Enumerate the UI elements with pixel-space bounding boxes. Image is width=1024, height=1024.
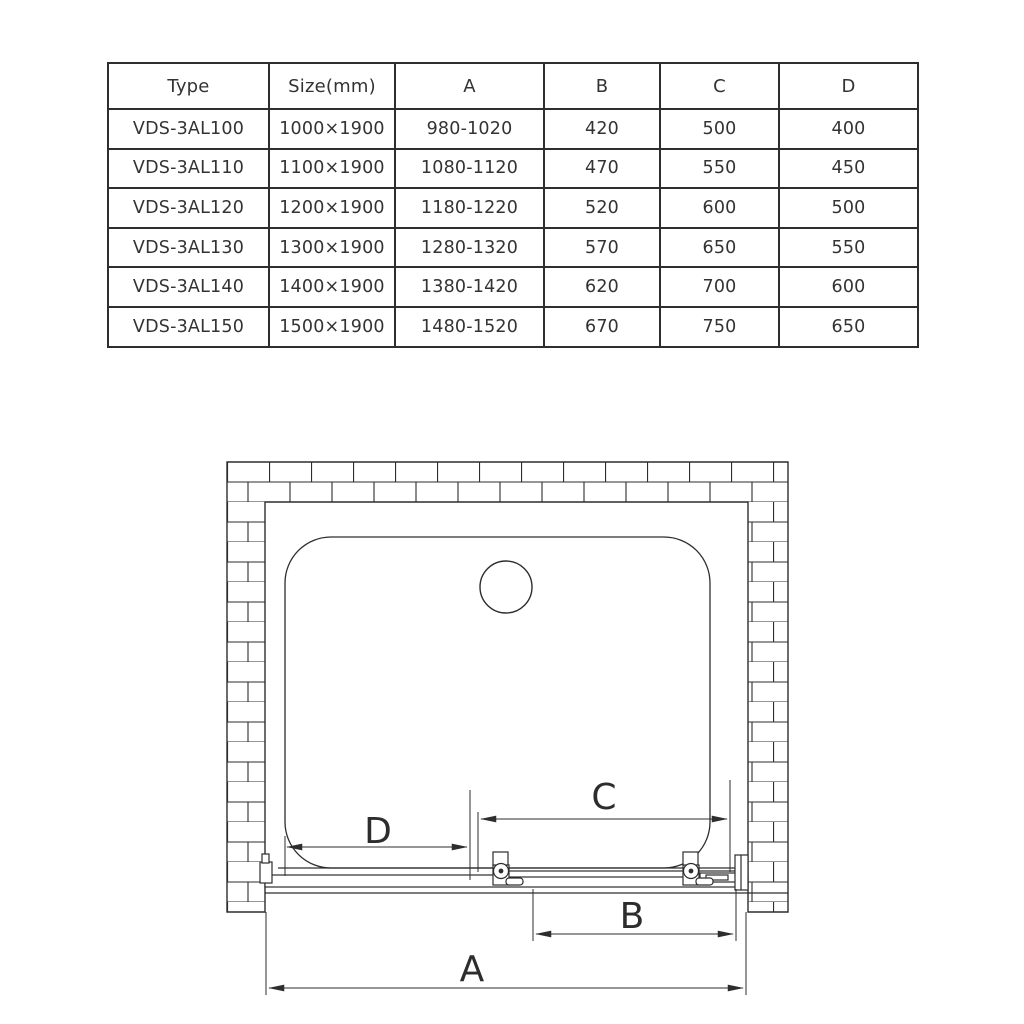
table-cell: 1080-1120 — [395, 149, 544, 189]
table-row — [108, 188, 918, 228]
dimension-d — [287, 811, 467, 852]
table-cell: 1300×1900 — [269, 228, 395, 268]
table-cell: VDS-3AL110 — [108, 149, 269, 189]
table-row — [108, 307, 918, 347]
table-cell: 670 — [544, 307, 660, 347]
table-cell: 1400×1900 — [269, 267, 395, 307]
wall-profile-right — [735, 855, 748, 890]
table-cell: 500 — [779, 188, 918, 228]
dimension-label-b: B — [619, 896, 645, 937]
table-cell: 420 — [544, 109, 660, 149]
dimension-label-d: D — [364, 811, 392, 852]
table-cell: 1280-1320 — [395, 228, 544, 268]
table-cell: 1100×1900 — [269, 149, 395, 189]
table-cell: 1180-1220 — [395, 188, 544, 228]
table-cell: 750 — [660, 307, 779, 347]
drain-circle — [480, 561, 532, 613]
table-row — [108, 267, 918, 307]
table-cell: 1200×1900 — [269, 188, 395, 228]
table-cell: 1500×1900 — [269, 307, 395, 347]
table-cell: 520 — [544, 188, 660, 228]
table-row — [108, 228, 918, 268]
header-type: Type — [108, 63, 269, 109]
header-d: D — [779, 63, 918, 109]
wall-profile-left — [260, 854, 272, 883]
dimension-b — [536, 896, 733, 937]
header-b: B — [544, 63, 660, 109]
table-row — [108, 109, 918, 149]
table-cell: 450 — [779, 149, 918, 189]
table-cell: VDS-3AL100 — [108, 109, 269, 149]
door-assembly — [260, 852, 788, 893]
table-cell: VDS-3AL120 — [108, 188, 269, 228]
technical-drawing — [0, 435, 1024, 1024]
table-cell: 570 — [544, 228, 660, 268]
table-cell: VDS-3AL150 — [108, 307, 269, 347]
table-cell: 1480-1520 — [395, 307, 544, 347]
table-cell: 980-1020 — [395, 109, 544, 149]
table-cell: 650 — [779, 307, 918, 347]
table-cell: VDS-3AL140 — [108, 267, 269, 307]
table-cell: 550 — [779, 228, 918, 268]
table-cell: 600 — [660, 188, 779, 228]
table-cell: 700 — [660, 267, 779, 307]
header-size: Size(mm) — [269, 63, 395, 109]
header-a: A — [395, 63, 544, 109]
spec-table — [107, 62, 919, 348]
dimension-label-a: A — [459, 949, 485, 990]
dimension-label-c: C — [591, 777, 617, 818]
table-row — [108, 149, 918, 189]
dimension-c — [481, 777, 727, 819]
table-cell: 500 — [660, 109, 779, 149]
table-cell: 1380-1420 — [395, 267, 544, 307]
table-cell: 470 — [544, 149, 660, 189]
table-header-row — [108, 63, 918, 109]
table-cell: 400 — [779, 109, 918, 149]
table-cell: 550 — [660, 149, 779, 189]
table-cell: 620 — [544, 267, 660, 307]
table-cell: 650 — [660, 228, 779, 268]
header-c: C — [660, 63, 779, 109]
table-cell: 1000×1900 — [269, 109, 395, 149]
dimension-a — [269, 949, 743, 990]
table-cell: 600 — [779, 267, 918, 307]
table-cell: VDS-3AL130 — [108, 228, 269, 268]
